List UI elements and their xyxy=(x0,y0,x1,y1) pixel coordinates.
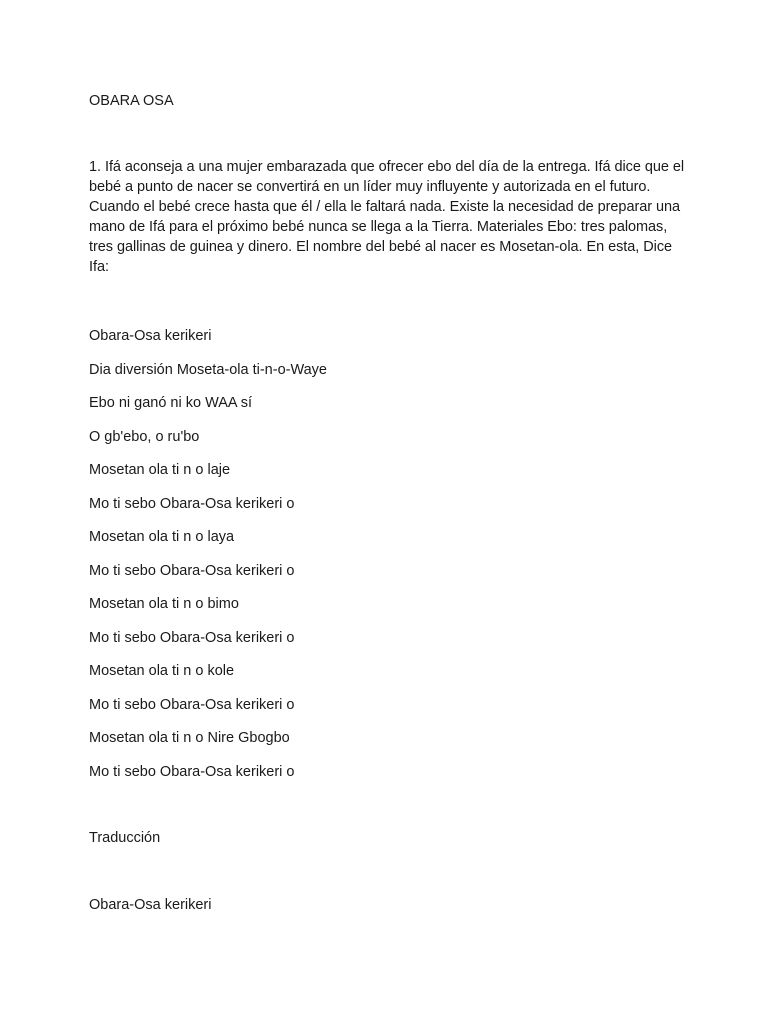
verse-line: Mo ti sebo Obara-Osa kerikeri o xyxy=(89,763,295,780)
verse-line: Mosetan ola ti n o kole xyxy=(89,663,235,679)
verse-line: Obara-Osa kerikeri xyxy=(89,328,212,344)
verse-line: Ebo ni ganó ni ko WAA sí xyxy=(89,395,253,411)
verse-line: Dia diversión Moseta-ola ti-n-o-Waye xyxy=(89,361,327,378)
translation-line: Obara-Osa kerikeri xyxy=(89,897,212,913)
verse-line: Mosetan ola ti n o bimo xyxy=(89,596,239,612)
verse-line: Mosetan ola ti n o laya xyxy=(89,529,235,545)
translation-heading: Traducción xyxy=(89,830,161,846)
document-title: OBARA OSA xyxy=(89,93,174,109)
verse-line: Mosetan ola ti n o Nire Gbogbo xyxy=(89,730,290,746)
verse-line: Mo ti sebo Obara-Osa kerikeri o xyxy=(89,562,295,579)
verse-list xyxy=(89,326,327,795)
verse-line: Mo ti sebo Obara-Osa kerikeri o xyxy=(89,629,295,646)
verse-line: O gb'ebo, o ru'bo xyxy=(89,428,200,445)
verse-line: Mosetan ola ti n o laje xyxy=(89,462,231,478)
intro-paragraph: 1. Ifá aconseja a una mujer embarazada que ofrecer ebo del día de la entrega. Ifá dice que el bebé a punto de nacer se convertirá en un líder muy influyente y autorizada en el futuro. Cuando el bebé crece hasta que él / ella le faltará nada. Existe la necesidad de preparar una mano de Ifá para el próximo bebé nunca se llega a la Tierra. Materiales Ebo: tres palomas, tres gallinas de guinea y dinero. El nombre del bebé al nacer es Mosetan-ola. En esta, Dice Ifa: xyxy=(89,159,685,275)
verse-line: Mo ti sebo Obara-Osa kerikeri o xyxy=(89,495,295,512)
verse-line: Mo ti sebo Obara-Osa kerikeri o xyxy=(89,696,295,713)
document-page xyxy=(89,0,689,1024)
